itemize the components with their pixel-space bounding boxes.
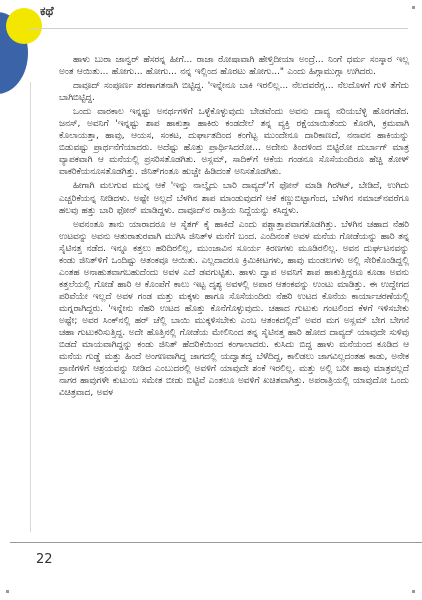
paragraph: ಹಾಳು ಬುರಾ ಜಾನ್ವರ್ ಹೆಸರನ್ನ ಹೀಗೆ... ರಾಜಾ ರೋಷಾವಾಗಿ ಹೇಳ್ತಿದೀಯಾ ಅಂದ್ರೆ... ನಿಂಗೆ ಧರ್ಮ ಸಂಸ್ಕಾರ ಇಲ್ಲ ಅಂತ ಆಯಿತು... ಹೋಗು... ಹೋಗು... ನನ್ನ ಇಲ್ಲಿಂದ ಹೊರಟು ಹೋಗು..." ಎಂದು ಹಿಗ್ಗಾಮುಗ್ಗಾ ಉಗಿದರು. <box>59 55 409 78</box>
corner-decoration-yellow <box>6 8 42 44</box>
footer-divider <box>10 542 422 543</box>
article-body <box>59 54 409 401</box>
crop-mark <box>412 590 415 593</box>
paragraph: ಹೀಗಾಗಿ ಮಲಗುವ ಮುನ್ನ ಆಕೆ 'ಇನ್ನು ನಾಲ್ಕೈದು ಬಾರಿ ದಾವ್ಯದ್'ಗೆ ಫೋನ್ ಮಾಡಿ ಗಿರಗಿಟ್, ಬೇಡಿದೆ, ಉಗಿದು ಎಚ್ಚರಿಕೆಯನ್ನ ನೀಡಿದಳು. ಅಷ್ಟೇ ಅಲ್ಲದೆ ಬೆಳಗಿನ ಶಾಪ ಮಾಂಡುವುದಗೆ ಆಕೆ ಕಣ್ಣುಬಿಟ್ಟಾಗೆಂದ, ಬೆಳಗಿನ ನಮಾಜ್‌ನವರೆಗೂ ಹಲವು ಹತ್ತು ಬಾರಿ ಫೋನ್ ಮಾಡಿದ್ದಳು. ದಾವೂದ್‌ನ ರಾತ್ರಿಯ ನಿದ್ದೆಯನ್ನು ಕಸಿದ್ದಳು. <box>59 181 409 216</box>
crop-mark <box>412 6 415 9</box>
left-margin-rule <box>30 82 31 532</box>
section-title: ಕಥೆ <box>40 4 54 18</box>
paragraph: ಅವನಂತೂ ತಾನು ಯಾರಾದರೂ ಆ ಸೈತಗ್ ಕೈ ಹಾಕಿದೆ ಎಂದು ಪಶ್ಚಾತ್ತಾಪವಾಗತೊಡಗಿತ್ತು. ಬೆಳಗಿನ ಚಹಾದ ನೆಹರಿ ಉಟವನ್ನು ಅವನು ಆತುರಾತುರವಾಗಿ ಮುಗಿಸಿ ಜಿನಿತ್‌ಳ ಮನೆಗೆ ಬಂದ. ಎಂದಿನಂತೆ ಅವಳ ಮನೆಯ ಗೋಡೆಯನ್ನು ಹಾರಿ ತನ್ನ ಸೈಟಿನತ್ತ ನಡೆದ. ಇನ್ನೂ ಕತ್ತಲು ಹರಿದಿರಲಿಲ್ಲ, ಮುಂಜಾವಿನ ಸೂರ್ಯ ಕಿರಣಗಳು ಮೂಡಿರಲಿಲ್ಲ. ಅವನ ದುರ್ಘಟನವನ್ನು ಕಂಡು ಜಿನಿತ್‌ಳಿಗೆ ಒಂದಿಷ್ಟು ಆತಂಕವೂ ಆಯಿತು. ಎಲ್ಲದಾದರೂ ಕ್ರಿಮಿಕೀಟಗಳು, ಹಾವು ಮಂಡಲಗಳು ಅಲ್ಲಿ ಸೇರಿಕೊಂಡಿದ್ದಲ್ಲಿ ಎಂತಹ ಅನಾಹುತವಾಗಬಹುದೆಂದು ಅವಳ ಎದೆ ಡವಗುಟ್ಟಿತು. ಹಾಳು ದ್ವಾಪ ಅವನಿಗೆ ಶಾಪ ಹಾಕುತ್ತಿದ್ದರೂ ಕೂಡಾ ಅವನು ಕತ್ತಲೆಯಲ್ಲಿ ಗೋಡೆ ಹಾರಿ ಆ ಕೊಂಪೆಗೆ ಕಾಲು ಇಟ್ಟ ದೃಶ್ಯ ಅವಳಲ್ಲಿ ಅಪಾರ ಆತಂಕವನ್ನು ಉಂಟು ಮಾಡಿತ್ತು. ಈ ಉದ್ದೇಗದ ಪರಿವೆಯೇ ಇಲ್ಲದೆ ಅವಳ ಗಂಡ ಮತ್ತು ಮಕ್ಕಳು ಹಾಗೂ ಸೊಸೆಯಂದಿರು ನೆಹರಿ ಉಟದ ಕೊನೆಯ ಕಾರ್ಯಾಚರಣೆಯಲ್ಲಿ ಮಗ್ನರಾಗಿದ್ದರು. 'ಇನ್ನೇನು ನೆಹರಿ ಉಟದ ಹೊತ್ತು ಕೊನೆಗೊಳ್ಳುವುದು. ಚಹಾದ ಗುಟುಕು ಗಂಟಲಿಂದ ಕೆಳಗೆ ಇಳಿಸಬೇಕು ಅಷ್ಟೇ; ಅವರ ಸಿಂಕ್‌ನಲ್ಲಿ ಹರ್ ಚೆಲ್ಲಿ ಬಾಯಿ ಮುಕ್ಕಳಿಸಬೇಕು ಎಂಬ ಆತಂಕದಲ್ಲಿದೆ' ಅವರ ಮಗ ಅಸ್ಲಮ್ ಬೇಗ ಬೇಗನೆ ಚಹಾ ಗುಟುಕರಿಸುತ್ತಿದ್ದ. ಅದೇ ಹೊತ್ತಿನಲ್ಲಿ ಗೋಡೆಯ ಮೇಲಿನಿಂದ ತನ್ನ ಸೈಟಿನತ್ತ ಹಾರಿ ಹೋದ ದಾವ್ಯದ್ ಯಾವುದೇ ಸುಳಿವು ಬಿಡದೆ ಮಾಯವಾಗಿದ್ದನ್ನು ಕಂಡು ಜಿನಿತ್ ಹೆದರಿಕೆಯಿಂದ ಕಂಗಾಲಾದರು. ಕುಸಿದು ಬಿದ್ದ ಹಾಳು ಮನೆಯಂದ ಕೂಡಿದ ಆ ಮನೆಯ ಗುಡ್ಡೆ ಮತ್ತು ಹಿಂದೆ ಅಂಗಣವಾಗಿದ್ದ ಜಾಗದಲ್ಲಿ ಯದ್ವಾತದ್ವ ಬೆಳೆದಿದ್ದ, ಕಾಲಿಡಲು ಜಾಗವಿಲ್ಲದಂತಹ ಕಾಡು, ಅನೇಕ ಪ್ರಾಣಿಗಳಿಗೆ ಆಶ್ರಯವನ್ನು ನೀಡಿದ ಎಂಬುದರಲ್ಲಿ ಅವಳಿಗೆ ಯಾವುದೇ ಶಂಕೆ ಇರಲಿಲ್ಲ. ಮತ್ತು ಅಲ್ಲಿ ಬರೀ ಹಾವು ಮಾತ್ರವಲ್ಲದೆ ನಾಗರ ಹಾವುಗಳೇ ಕುಟುಂಬ ಸಮೇತ ಬೀಡು ಬಿಟ್ಟಿವೆ ಎಂತಲೂ ಅವಳಿಗೆ ಖಚಿತವಾಗಿತ್ತು. ಅಪರಾತ್ರಿಯಲ್ಲಿ ಯಾವುದೋ ಒಂದು ವಿಚಿತ್ರವಾದ, ಅವಳ <box>59 219 409 399</box>
page-number: 22 <box>36 552 53 567</box>
paragraph: ಒಂದು ವಾರಕಾಲ ಇನ್ನಷ್ಟು ಅನರ್ಥಗಳಿಗೆ ಒಳ್ಳೆಕೊಳ್ಳುವುದು ಬೇಡವೆಂದು ಅವನು ದಾವ್ಯ ನರಿಯಬೆಳ್ಳಿ ಹೊರಗಡೆದ. ಜನಸ್, ಅವನಿಗೆ 'ಇನ್ನಷ್ಟು ಶಾಪ ಹಾಕುತ್ತಾ ಹಾಕಿರು ಕಂಡದೇಲೆ ತನ್ನ ವ್ಯಕ್ತಿ ರಕ್ಷೆಯಾಯಿತೆಂದು ಕೊರಗಿ, ಕ್ರಮವಾಗಿ ಕೊಲಾಯತ್ತಾ, ಹಾವು, ಆಯಸ, ಸಂಕಟ, ದುರ್ಘಾತದಿಂದ ಕಂಗೆಟ್ಟ ಮುಂದೇನೂ ದಾರಿಕಾಣದೆ, ನನಾವನ ಹಾಕಿಯನ್ನು ಬಿಡುವಷ್ಟು ಪ್ರಾರ್ಥನೆಗೆಯಾದರು. ಅದೆಷ್ಟು ಹೊತ್ತು ಪ್ರಾರ್ಥಿಸಿದರೋ... ಅದೇನು ತಿಂದಳಿಂದ ಬಿಟ್ಟಿರೋ ದುರ್ಬಾಗ್ ಮಾತ್ರ ವ್ಯಾಪಕವಾಗಿ ಆ ಮನೆಯಲ್ಲಿ ಪ್ರಸರಿಸತೊಡಗಿತು. ಅಸ್ಲಮ್, ಸಾದಿಕ್‌ಗೆ ಆಕೆಯ ಗಂಡನೂ ಸೊಸೆಯಂದಿರೂ ಹೆಚ್ಚಿ ತೋಳ್ ವಾಕರಿಕೆಯನೂಸತೊಡಗಿತ್ತು. ಜಿನಿತ್‌ಗಂತೂ ಹುಚ್ಚೇ ಹಿಡಿದಂತೆ ಅನಿಸತೊಡಗಿತು. <box>59 107 409 178</box>
header-divider <box>28 28 408 29</box>
paragraph: ದಾವೂದ್ ಸಂಪೂರ್ಣ ಶರಣಾಗತನಾಗಿ ಬಿಟ್ಟಿದ್ದ. 'ಇನ್ನೇನೂ ಬಾಕಿ ಇರಲಿಲ್ಲ... ನೆಲದವರೆಗ್ಲ... ನೆಲದೊಳಗೆ ಗುಳಿ ತೆಗೆದು ಬಾಗಿಬಿಟ್ಟಿದ್ದ. <box>59 81 409 104</box>
crop-mark <box>6 590 9 593</box>
